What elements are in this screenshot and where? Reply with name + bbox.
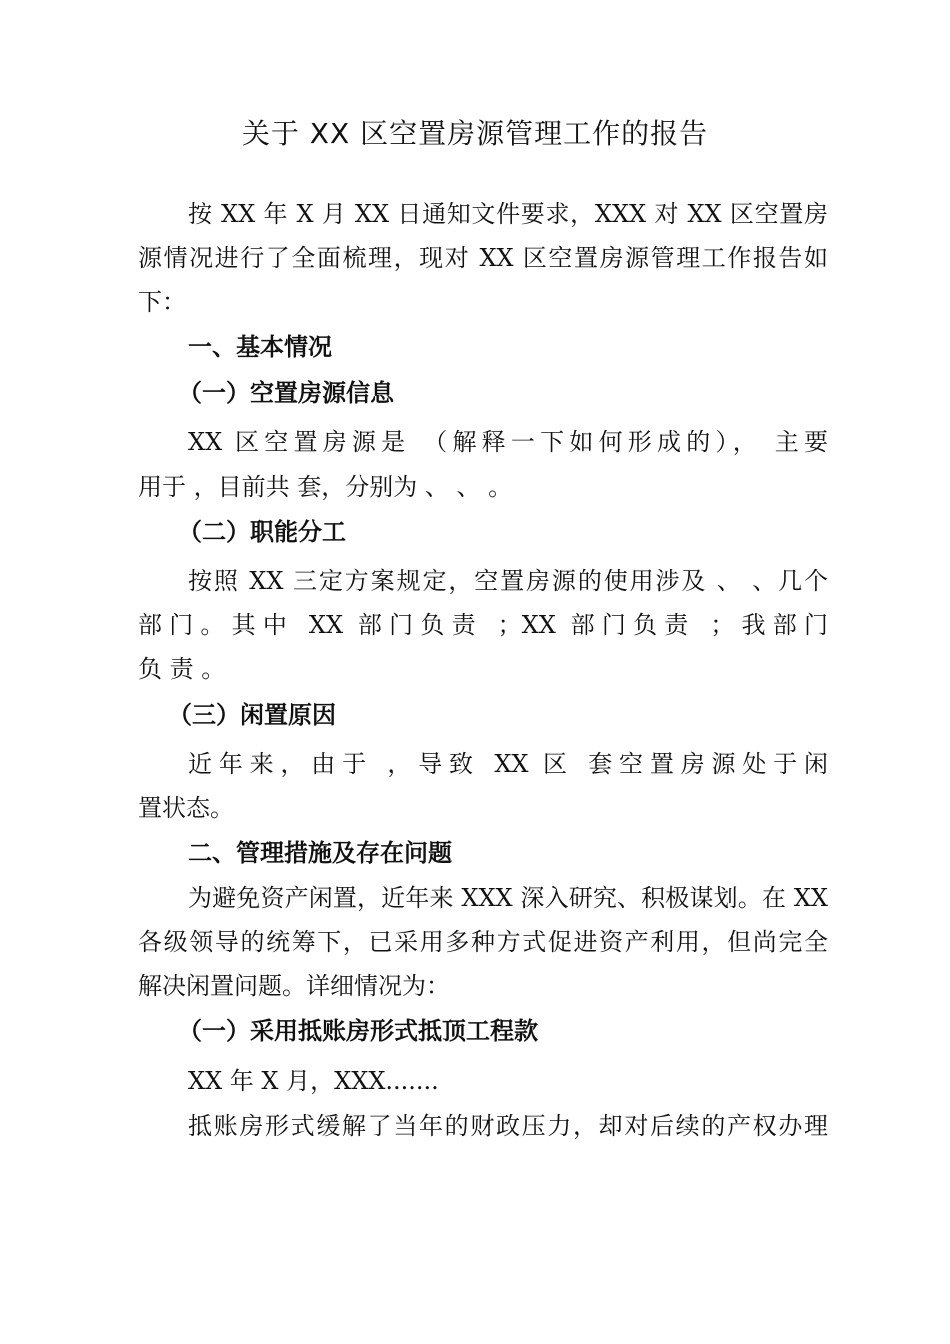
paragraph-line: XX 区空置房源是 （解释一下如何形成的）， 主要 [188,428,828,456]
paragraph-line: XX 年 X 月，XXX....... [188,1067,439,1095]
paragraph-line: 为避免资产闲置，近年来 XXX 深入研究、积极谋划。在 XX [188,884,828,912]
paragraph-line: 近年来，由于 ，导致 XX 区 套空置房源处于闲 [188,750,828,778]
section-heading: 一、基本情况 [188,333,332,361]
paragraph-line: 源情况进行了全面梳理，现对 XX 区空置房源管理工作报告如 [138,244,828,272]
subsection-heading: （一）采用抵账房形式抵顶工程款 [178,1017,538,1045]
subsection-heading: （二）职能分工 [178,518,346,546]
paragraph-line: 按照 XX 三定方案规定，空置房源的使用涉及 、 、几个 [188,567,828,595]
subsection-heading: （三）闲置原因 [168,701,336,729]
paragraph-line: 下： [138,288,186,316]
paragraph-line: 按 XX 年 X 月 XX 日通知文件要求，XXX 对 XX 区空置房 [188,200,828,228]
paragraph-line: 置状态。 [138,794,234,822]
paragraph-line: 负 责 。 [138,655,226,683]
section-heading: 二、管理措施及存在问题 [188,839,452,867]
paragraph-line: 抵账房形式缓解了当年的财政压力，却对后续的产权办理 [188,1112,828,1140]
paragraph-line: 解决闲置问题。详细情况为： [138,972,450,1000]
paragraph-line: 各级领导的统筹下，已采用多种方式促进资产利用，但尚完全 [138,928,828,956]
paragraph-line: 部门。其中 XX 部门负责 ；XX 部门负责 ；我部门 [138,611,828,639]
paragraph-line: 用于 ，目前共 套，分别为 、 、 。 [138,473,513,501]
document-title: 关于 XX 区空置房源管理工作的报告 [241,117,709,150]
subsection-heading: （一）空置房源信息 [178,379,394,407]
